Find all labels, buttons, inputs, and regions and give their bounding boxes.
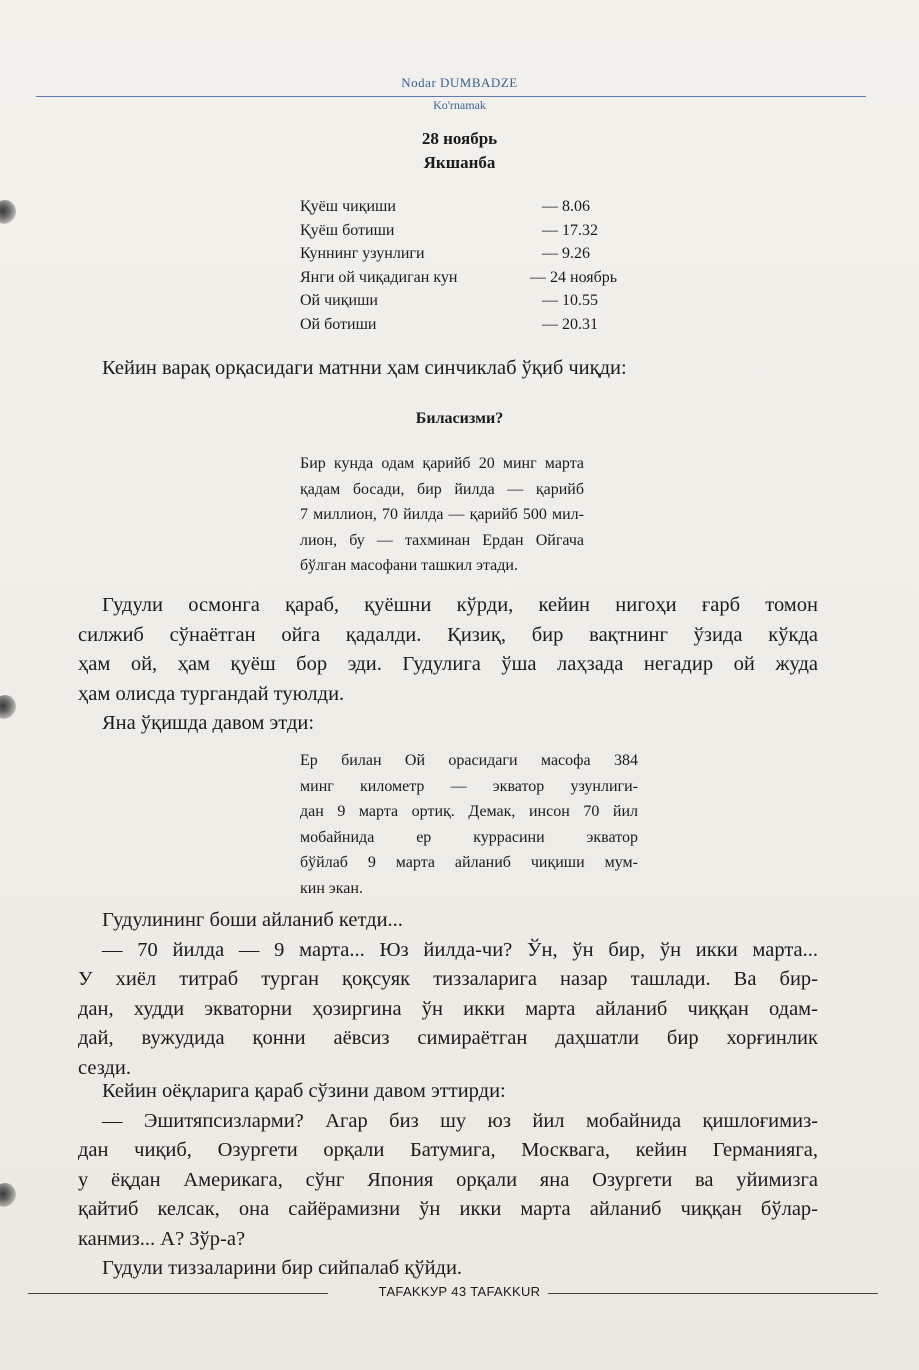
book-title: Ko'rnamak — [433, 98, 486, 112]
text-line: Яна ўқишда давом этди: — [102, 712, 315, 734]
table-row — [300, 242, 660, 266]
text-line: Гудулининг боши айланиб кетди... — [102, 909, 403, 931]
paragraph — [78, 591, 818, 709]
text-line: дан, худди экваторни ҳозиргина ўн икки марта айланиб чиққан одам- — [78, 997, 818, 1020]
paragraph — [78, 906, 818, 1083]
table-row — [300, 266, 660, 290]
row-value: — 17.32 — [542, 221, 598, 239]
table-row — [300, 219, 660, 243]
table-row — [300, 289, 660, 313]
sidebar-title: Биласизми? — [415, 410, 504, 427]
paragraph — [78, 709, 818, 739]
text-line: — Эшитяпсизларми? Агар биз шу юз йил мобайнида қишлоғимиз- — [102, 1109, 818, 1132]
row-label: Ой ботиши — [300, 315, 377, 333]
text-line: Гудули тиззаларини бир сийпалаб қўйди. — [102, 1257, 463, 1279]
text-line: сезди. — [78, 1056, 131, 1079]
row-value: — 20.31 — [542, 315, 598, 333]
header-rule — [36, 96, 866, 97]
running-header — [0, 76, 919, 90]
sidebar-box — [300, 748, 638, 901]
text-line: силжиб сўнаётган ойга қадалди. Қизиқ, бир вақтнинг ўзида кўкда — [78, 623, 818, 646]
table-row — [300, 195, 660, 219]
row-label: Ой чиқиши — [300, 292, 378, 310]
text-line: Ер билан Ой орасидаги масофа 384 — [300, 752, 638, 769]
row-value: — 10.55 — [542, 292, 598, 310]
text-line: у ёқдан Америкага, сўнг Япония орқали яна Озургети ва уйимизга — [78, 1168, 818, 1191]
binding-hole — [0, 1183, 16, 1207]
text-line: қадам босади, бир йилда — қарийб — [300, 480, 584, 498]
sidebar-box — [300, 451, 584, 579]
row-value: — 8.06 — [542, 198, 590, 215]
text-line: ҳам олисда тургандай туюлди. — [78, 682, 345, 705]
text-line: мобайнида ер куррасини экватор — [300, 828, 638, 846]
text-line: қайтиб келсак, она сайёрамизни ўн икки марта айланиб чиққан бўлар- — [78, 1198, 818, 1220]
text-line: канмиз... А? Зўр-а? — [78, 1227, 246, 1250]
page-footer: ТАFAKKУР 43 TAFAKKUR — [378, 1284, 541, 1299]
author-name: Nodar DUMBADZE — [401, 75, 518, 90]
text-line: — 70 йилда — 9 марта... Юз йилда-чи? Ўн, ўн бир, ўн икки марта... — [102, 938, 818, 961]
row-label: Қуёш чиқиши — [300, 198, 396, 215]
text-line: лион, бу — тахминан Ердан Ойгача — [300, 531, 584, 549]
text-line: дан чиқиб, Озургети орқали Батумига, Москвага, кейин Германияга, — [78, 1139, 818, 1161]
text-line: бўлган масофани ташкил этади. — [300, 557, 518, 574]
text-line: 7 миллион, 70 йилда — қарийб 500 мил- — [300, 506, 584, 523]
text-line: кин экан. — [300, 879, 363, 897]
paragraph — [78, 1077, 818, 1284]
text-line: Кейин оёқларига қараб сўзини давом эттирди: — [102, 1080, 506, 1102]
date-line: 28 ноябрь — [421, 129, 498, 148]
text-line: Кейин варақ орқасидаги матнни ҳам синчиклаб ўқиб чиқди: — [102, 357, 627, 379]
binding-hole — [0, 695, 16, 719]
row-value: — 24 ноябрь — [530, 268, 618, 286]
text-line: Гудули осмонга қараб, қуёшни кўрди, кейин нигоҳи ғарб томон — [102, 594, 818, 616]
sun-moon-table — [300, 195, 660, 337]
text-line: бўйлаб 9 марта айланиб чиқиши мум- — [300, 854, 638, 871]
row-label: Янги ой чиқадиган кун — [300, 268, 458, 286]
date-heading — [0, 127, 919, 175]
weekday-line: Якшанба — [423, 153, 496, 172]
text-line: У хиёл титраб турган қоқсуяк тиззаларига назар ташлади. Ва бир- — [78, 968, 818, 990]
text-line: дай, вужудида қонни аёвсиз симираётган даҳшатли бир хорғинлик — [78, 1027, 818, 1049]
row-label: Куннинг узунлиги — [300, 245, 425, 263]
text-line: Бир кунда одам қарийб 20 минг марта — [300, 455, 584, 472]
table-row — [300, 313, 660, 337]
row-label: Қуёш ботиши — [300, 221, 395, 239]
row-value: — 9.26 — [542, 245, 590, 263]
paragraph — [78, 354, 818, 384]
binding-hole — [0, 200, 16, 224]
text-line: дан 9 марта ортиқ. Демак, инсон 70 йил — [300, 803, 638, 820]
text-line: минг километр — экватор узунлиги- — [300, 777, 638, 795]
text-line: ҳам ой, ҳам қуёш бор эди. Гудулига ўша лаҳзада негадир ой жуда — [78, 653, 818, 675]
